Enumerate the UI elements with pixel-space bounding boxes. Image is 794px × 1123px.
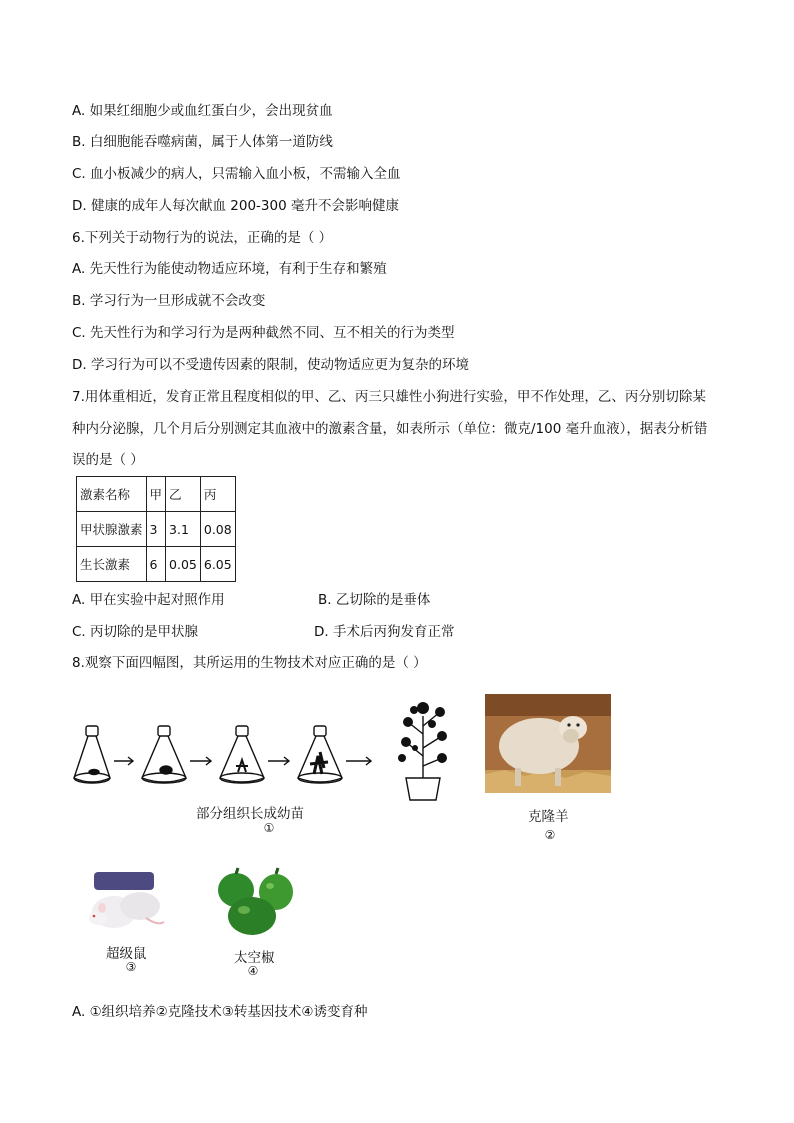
table-row — [77, 512, 236, 547]
q5-option-b: B. 白细胞能吞噬病菌，属于人体第一道防线 — [72, 134, 333, 150]
fig1-number: ① — [263, 821, 275, 835]
tissue-culture-figure — [70, 686, 470, 806]
fig4-number: ④ — [247, 964, 259, 978]
fig3-number: ③ — [125, 960, 137, 974]
cloned-sheep-photo — [485, 694, 611, 793]
q7-option-c: C. 丙切除的是甲状腺 — [72, 624, 199, 640]
table-cell: 生长激素 — [77, 547, 147, 582]
q7-option-d: D. 手术后丙狗发育正常 — [314, 624, 455, 640]
space-pepper-photo — [214, 866, 296, 938]
table-header-cell: 甲 — [146, 477, 166, 512]
q5-option-d: D. 健康的成年人每次献血 200-300 毫升不会影响健康 — [72, 198, 399, 214]
fig3-caption: 超级鼠 — [106, 946, 147, 962]
q7-option-b: B. 乙切除的是垂体 — [318, 592, 431, 608]
q5-option-a: A. 如果红细胞少或血红蛋白少，会出现贫血 — [72, 103, 333, 119]
q6-option-c: C. 先天性行为和学习行为是两种截然不同、互不相关的行为类型 — [72, 325, 455, 341]
table-row — [77, 547, 236, 582]
table-header-cell: 乙 — [166, 477, 201, 512]
q6-option-b: B. 学习行为一旦形成就不会改变 — [72, 293, 266, 309]
table-cell: 0.05 — [166, 547, 201, 582]
super-mouse-photo — [86, 872, 166, 934]
q8-option-a: A. ①组织培养②克隆技术③转基因技术④诱变育种 — [72, 1004, 368, 1020]
table-cell: 6 — [146, 547, 166, 582]
fig2-number: ② — [544, 828, 556, 842]
q8-stem: 8.观察下面四幅图，其所运用的生物技术对应正确的是（ ） — [72, 655, 427, 671]
hormone-table — [76, 476, 236, 582]
table-header-cell: 激素名称 — [77, 477, 147, 512]
culture-flask-icon — [220, 726, 264, 783]
q6-stem: 6.下列关于动物行为的说法，正确的是（ ） — [72, 230, 333, 246]
q7-stem-line-3: 误的是（ ） — [72, 452, 144, 468]
q7-option-a: A. 甲在实验中起对照作用 — [72, 592, 225, 608]
fig1-caption: 部分组织长成幼苗 — [196, 806, 304, 822]
table-cell: 甲状腺激素 — [77, 512, 147, 547]
fig4-caption: 太空椒 — [234, 950, 275, 966]
q6-option-d: D. 学习行为可以不受遗传因素的限制，使动物适应更为复杂的环境 — [72, 357, 469, 373]
table-header-row — [77, 477, 236, 512]
table-header-cell: 丙 — [200, 477, 235, 512]
q7-stem-line-1: 7.用体重相近，发育正常且程度相似的甲、乙、丙三只雄性小狗进行实验，甲不作处理，乙、丙分别切除某 — [72, 389, 706, 405]
table-cell: 3 — [146, 512, 166, 547]
q7-stem-line-2: 种内分泌腺，几个月后分别测定其血液中的激素含量，如表所示（单位：微克/100 毫升血液），据表分析错 — [72, 421, 708, 437]
table-cell: 0.08 — [200, 512, 235, 547]
q5-option-c: C. 血小板减少的病人，只需输入血小板，不需输入全血 — [72, 166, 401, 182]
table-cell: 6.05 — [200, 547, 235, 582]
q6-option-a: A. 先天性行为能使动物适应环境，有利于生存和繁殖 — [72, 261, 387, 277]
fig2-caption: 克隆羊 — [528, 809, 569, 825]
table-cell: 3.1 — [166, 512, 201, 547]
